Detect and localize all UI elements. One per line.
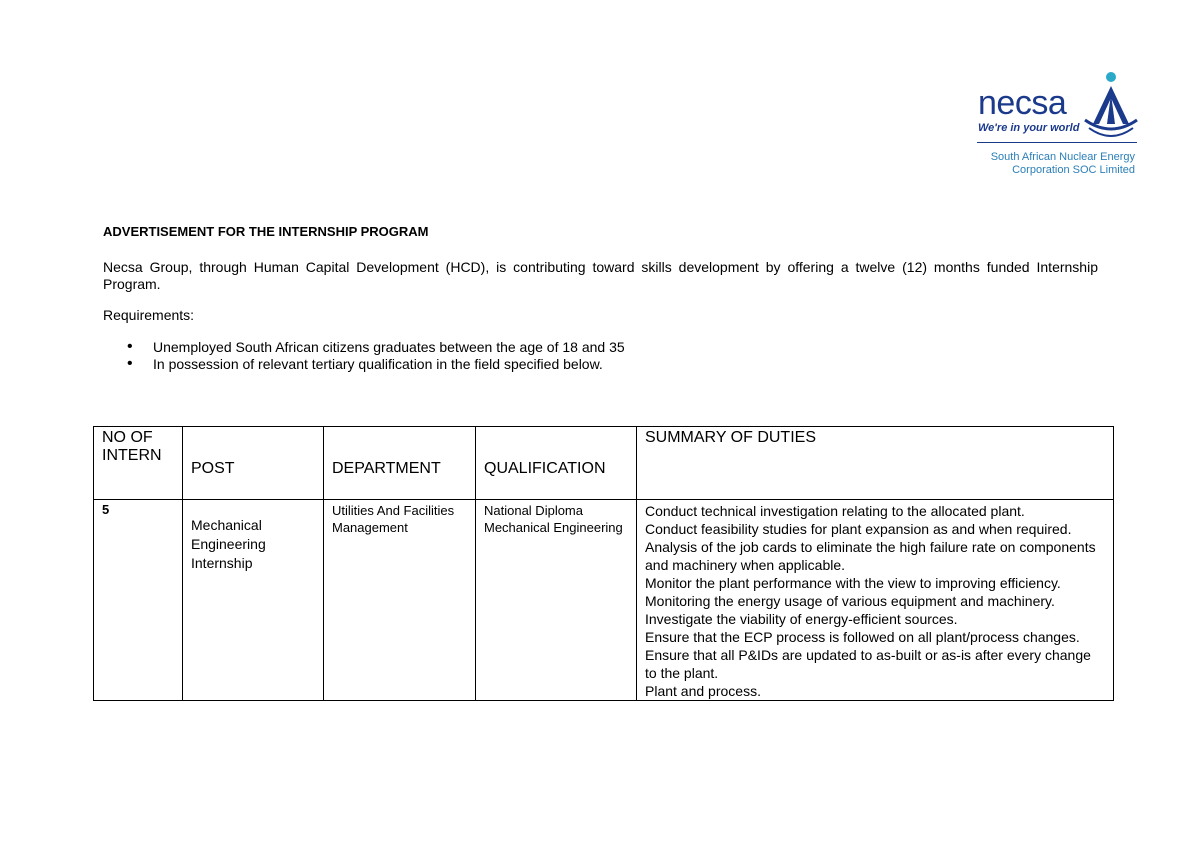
duty-item: Ensure that the ECP process is followed on all plant/process changes. — [645, 629, 1080, 645]
header-qualification — [476, 427, 637, 500]
cell-no-of-intern: 5 — [94, 500, 183, 701]
logo-corporation-line1: South African Nuclear Energy — [990, 151, 1135, 163]
duty-item: Plant and process. — [645, 683, 761, 699]
duty-item: Ensure that all P&IDs are updated to as-built or as-is after every change to the plant. — [645, 647, 1091, 681]
requirements-label: Requirements: — [103, 307, 195, 323]
cell-department: Utilities And Facilities Management — [324, 500, 476, 701]
post-line2: Engineering — [191, 536, 266, 552]
header-no-line1: NO OF — [102, 429, 153, 446]
intro-paragraph: Necsa Group, through Human Capital Development (HCD), is contributing toward skills development by offering a twelve (12) months funded Internship Program. — [103, 259, 1098, 292]
logo-divider — [977, 142, 1137, 143]
table-row — [94, 500, 1114, 701]
header-qualification-label: QUALIFICATION — [484, 460, 606, 477]
cell-qualification: National Diploma Mechanical Engineering — [476, 500, 637, 701]
header-no-line2: INTERN — [102, 447, 162, 464]
logo-tagline: We're in your world — [978, 122, 1080, 134]
requirement-item: • Unemployed South African citizens graduates between the age of 18 and 35 — [127, 339, 1098, 356]
header-summary-label: SUMMARY OF DUTIES — [645, 429, 816, 446]
duty-item: Investigate the viability of energy-efficient sources. — [645, 611, 958, 627]
post-line3: Internship — [191, 555, 253, 571]
header-department-label: DEPARTMENT — [332, 460, 441, 477]
table-header-row — [94, 427, 1114, 500]
cell-summary-of-duties — [637, 500, 1114, 701]
header-summary-of-duties — [637, 427, 1114, 500]
necsa-logo — [975, 70, 1140, 180]
requirement-item: • In possession of relevant tertiary qualification in the field specified below. — [127, 356, 1098, 373]
post-line1: Mechanical — [191, 517, 262, 533]
header-department — [324, 427, 476, 500]
header-post — [183, 427, 324, 500]
cell-post — [183, 500, 324, 701]
duty-item: Conduct feasibility studies for plant expansion as and when required. — [645, 521, 1072, 537]
logo-corporation-name — [975, 151, 1135, 177]
duty-item: Analysis of the job cards to eliminate the high failure rate on components and machinery when applicable. — [645, 539, 1096, 573]
logo-wordmark: necsa — [978, 84, 1067, 122]
internship-table — [93, 426, 1114, 701]
duty-item: Monitor the plant performance with the view to improving efficiency. — [645, 575, 1061, 591]
requirements-list — [103, 339, 1098, 373]
atom-figure-icon — [1083, 72, 1139, 142]
header-no-of-intern — [94, 427, 183, 500]
header-post-label: POST — [191, 460, 235, 477]
document-title: ADVERTISEMENT FOR THE INTERNSHIP PROGRAM — [103, 224, 429, 239]
duty-item: Monitoring the energy usage of various equipment and machinery. — [645, 593, 1055, 609]
advertisement-body — [103, 222, 1098, 373]
duty-item: Conduct technical investigation relating to the allocated plant. — [645, 503, 1025, 519]
logo-corporation-line2: Corporation SOC Limited — [1012, 164, 1135, 176]
